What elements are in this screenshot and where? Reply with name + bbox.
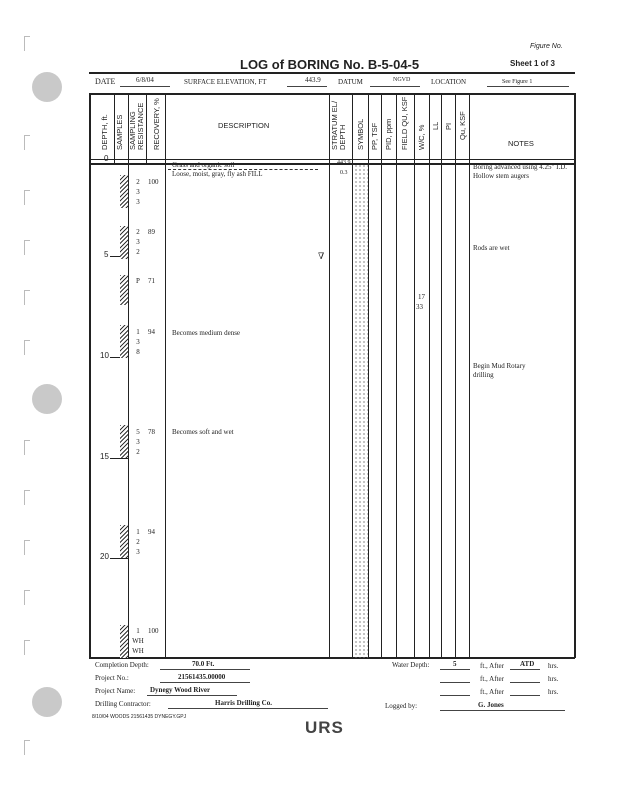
col-qu: Qu, KSF <box>458 111 467 140</box>
col-sampling-resistance: SAMPLING RESISTANCE <box>128 102 145 150</box>
sample-7-recovery: 100 <box>148 627 159 635</box>
water-after-label-1: ft., After <box>480 662 504 670</box>
water-after-label-3: ft., After <box>480 688 504 696</box>
date-label: DATE <box>95 77 116 86</box>
log-title: LOG of BORING No. B-5-04-5 <box>240 57 420 72</box>
sample-1-recovery: 100 <box>148 178 159 186</box>
project-no-label: Project No.: <box>95 674 129 682</box>
depth-tick-15: 15 <box>100 452 109 461</box>
datum-value: NGVD <box>393 77 411 83</box>
drilling-contractor-label: Drilling Contractor: <box>95 700 151 708</box>
figure-label: Figure No. <box>530 43 563 50</box>
location-label: LOCATION <box>431 78 466 86</box>
sample-6-blow-1: 1 <box>136 528 140 536</box>
water-unit-3: hrs. <box>548 688 559 696</box>
depth-tick-10: 10 <box>100 351 109 360</box>
sample-4-recovery: 94 <box>148 328 155 336</box>
sample-5-recovery: 78 <box>148 428 155 436</box>
sample-bar <box>120 175 129 208</box>
sample-bar <box>120 226 129 259</box>
col-pid: PID, ppm <box>384 118 393 150</box>
description-medium-dense: Becomes medium dense <box>172 329 241 337</box>
col-field-qu: FIELD QU, KSF <box>400 96 409 150</box>
sample-6-blow-3: 3 <box>136 548 140 556</box>
sample-6-blow-2: 2 <box>136 538 140 546</box>
sample-2-recovery: 89 <box>148 228 155 236</box>
urs-logo: URS <box>305 718 344 737</box>
sample-7-blow-1: 1 <box>136 627 140 635</box>
col-description: DESCRIPTION <box>218 121 270 130</box>
water-table-icon: ∇ <box>318 251 325 261</box>
sample-3-blow-1: P <box>136 277 140 285</box>
water-unit-2: hrs. <box>548 675 559 683</box>
description-fill: Loose, moist, gray, fly ash FILL <box>172 170 263 178</box>
sample-bar <box>120 425 129 458</box>
water-unit-1: hrs. <box>548 662 559 670</box>
binder-hole-middle <box>32 384 62 414</box>
col-recovery: RECOVERY, % <box>152 98 161 150</box>
drilling-contractor-value: Harris Drilling Co. <box>215 699 272 707</box>
col-symbol: SYMBOL <box>356 118 365 150</box>
project-name-label: Project Name: <box>95 687 136 695</box>
project-name-value: Dynegy Wood River <box>150 686 211 694</box>
note-mud-rotary: Begin Mud Rotary drilling <box>473 362 526 379</box>
sample-bar <box>120 525 129 558</box>
elevation-value: 443.9 <box>305 76 321 84</box>
description-soft-wet: Becomes soft and wet <box>172 428 234 436</box>
file-reference: 8/10/04 WOODS 21561435 DYNEGY.GPJ <box>92 714 187 720</box>
water-depth-1: 5 <box>453 660 457 668</box>
col-pp: PP, TSF <box>370 122 379 150</box>
sample-bar <box>120 325 129 358</box>
sample-2-blow-1: 2 <box>136 228 140 236</box>
sample-5-blow-2: 3 <box>136 438 140 446</box>
note-rods-wet: Rods are wet <box>473 244 510 252</box>
sample-1-blow-2: 3 <box>136 188 140 196</box>
sheet-number: Sheet 1 of 3 <box>510 59 555 68</box>
sample-1-blow-3: 3 <box>136 198 140 206</box>
col-notes: NOTES <box>508 139 534 148</box>
completion-depth-label: Completion Depth: <box>95 661 149 669</box>
sample-2-blow-2: 3 <box>136 238 140 246</box>
sample-4-blow-2: 3 <box>136 338 140 346</box>
completion-depth-value: 70.0 Ft. <box>192 660 215 668</box>
logged-by-label: Logged by: <box>385 702 418 710</box>
elevation-label: SURFACE ELEVATION, FT <box>184 78 267 86</box>
stratum-depth: 0.3 <box>340 170 348 176</box>
sample-2-blow-3: 2 <box>136 248 140 256</box>
sample-5-blow-3: 2 <box>136 448 140 456</box>
date-value: 6/8/04 <box>136 76 154 84</box>
sample-5-blow-1: 5 <box>136 428 140 436</box>
depth-tick-0: 0 <box>104 154 109 163</box>
col-stratum: STRATUM EL/ DEPTH <box>330 100 347 150</box>
liquid-limit-value: 33 <box>416 303 423 311</box>
col-depth: DEPTH, ft. <box>100 114 109 150</box>
sample-4-blow-3: 8 <box>136 348 140 356</box>
location-value: See Figure 1 <box>502 79 533 85</box>
sample-7-blow-3: WH <box>132 647 144 655</box>
sample-4-blow-1: 1 <box>136 328 140 336</box>
col-wc: W/C, % <box>417 124 426 150</box>
sample-3-recovery: 71 <box>148 277 155 285</box>
depth-tick-5: 5 <box>104 250 109 259</box>
project-no-value: 21561435.00000 <box>178 673 226 681</box>
water-depth-label: Water Depth: <box>392 661 430 669</box>
description-grass: Grass and organic soil <box>172 161 235 169</box>
binder-hole-top <box>32 72 62 102</box>
logged-by-value: G. Jones <box>478 701 504 709</box>
sample-bar <box>120 275 129 305</box>
depth-tick-20: 20 <box>100 552 109 561</box>
sample-7-blow-2: WH <box>132 637 144 645</box>
col-ll: LL <box>431 121 440 130</box>
sample-bar <box>120 625 129 658</box>
note-augers: Boring advanced using 4.25" I.D. Hollow stem augers <box>473 163 568 180</box>
water-after-value-1: ATD <box>520 660 535 668</box>
sample-1-blow-1: 2 <box>136 178 140 186</box>
water-content-value: 17 <box>418 293 425 301</box>
datum-label: DATUM <box>338 78 363 86</box>
water-after-label-2: ft., After <box>480 675 504 683</box>
col-pi: PI <box>444 122 453 130</box>
soil-symbol-column <box>354 164 368 658</box>
col-samples: SAMPLES <box>115 114 124 150</box>
sample-6-recovery: 94 <box>148 528 155 536</box>
stratum-elevation: 443.9 <box>337 160 351 166</box>
binder-hole-bottom <box>32 687 62 717</box>
